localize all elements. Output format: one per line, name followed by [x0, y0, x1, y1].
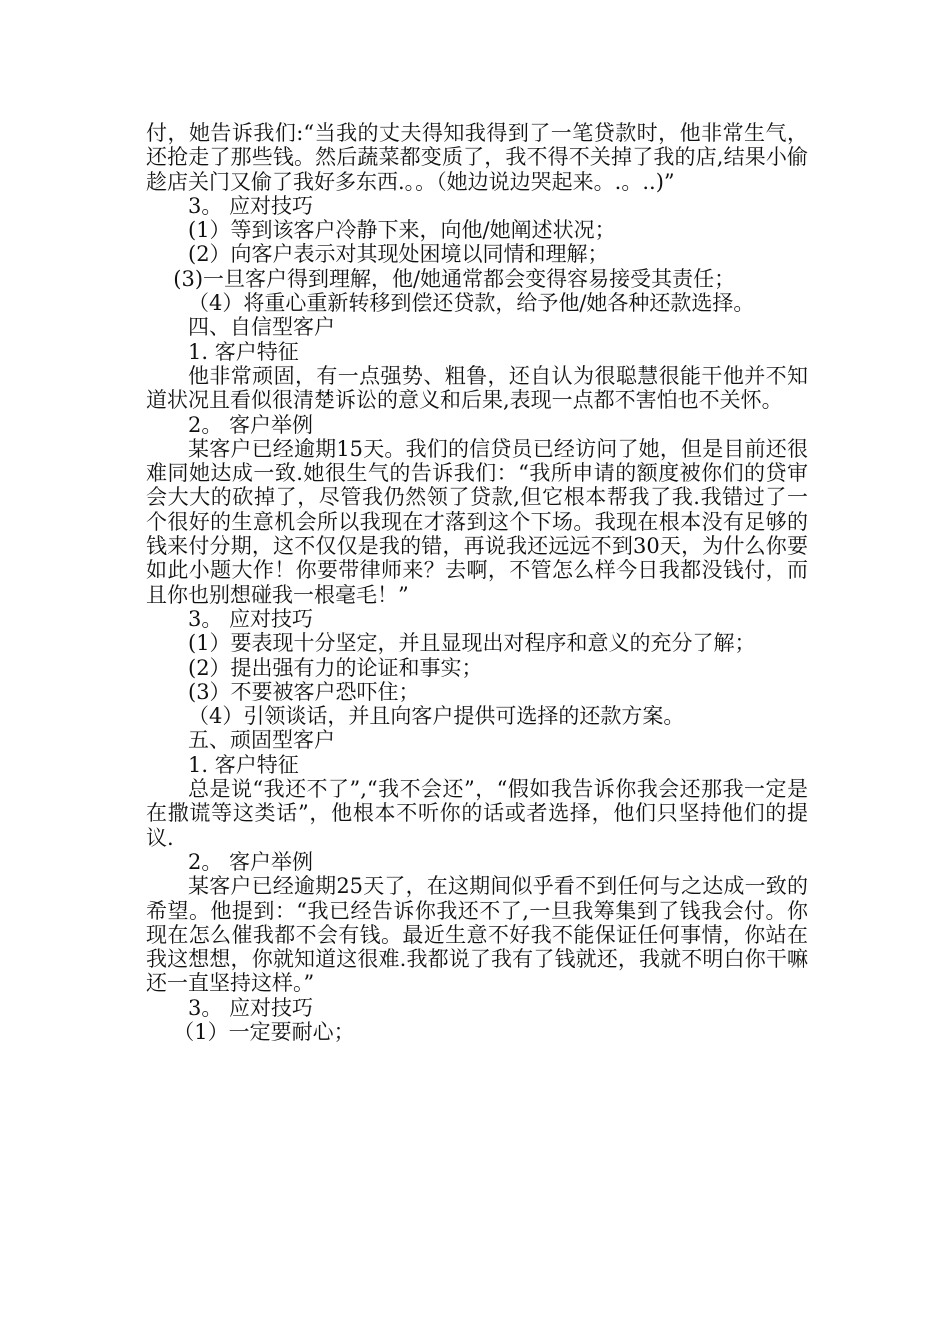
paragraph: 某客户已经逾期15天。我们的信贷员已经访问了她，但是目前还很难同她达成一致.她很生气的告诉我们：“我所申请的额度被你们的贷审会大大的砍掉了，尽管我仍然领了贷款,但它根本帮我了我.我错过了一个很好的生意机会所以我现在才落到这个下场。我现在根本没有足够的钱来付分期，这不仅仅是我的错，再说我还远远不到30天，为什么你要如此小题大作！你要带律师来？去啊，不管怎么样今日我都没钱付，而且你也别想碰我一根毫毛！”	[146, 436, 808, 607]
subheading-customer-example: 2。 客户举例	[188, 849, 314, 874]
list-item: (2）向客户表示对其现处困境以同情和理解；	[188, 242, 609, 267]
list-item: (1）等到该客户冷静下来，向他/她阐述状况；	[188, 218, 616, 243]
document-body	[146, 121, 808, 1044]
list-item: （1）一定要耐心；	[173, 1019, 355, 1044]
heading-coping-skills: 3。 应对技巧	[188, 193, 314, 218]
paragraph: 某客户已经逾期25天了，在这期间似乎看不到任何与之达成一致的希望。他提到：“我已经告诉你我还不了,一旦我筹集到了钱我会付。你现在怎么催我都不会有钱。最近生意不好我不能保证任何事情，你站在我这想想，你就知道这很难.我都说了我有了钱就还，我就不明白你干嘛还一直坚持这样。”	[146, 874, 808, 996]
list-item: （4）将重心重新转移到偿还贷款，给予他/她各种还款选择。	[188, 291, 755, 316]
list-item: (1）要表现十分坚定，并且显现出对程序和意义的充分了解；	[188, 631, 756, 656]
subheading-customer-traits: 1. 客户特征	[188, 752, 299, 777]
section-heading: 五、顽固型客户	[188, 728, 335, 753]
list-item: （4）引领谈话，并且向客户提供可选择的还款方案。	[188, 704, 685, 729]
paragraph-continuation: 付，她告诉我们:“当我的丈夫得知我得到了一笔贷款时，他非常生气，还抢走了那些钱。然后蔬菜都变质了，我不得不关掉了我的店,结果小偷趁店关门又偷了我好多东西.。。（她边说边哭起来。.。..)”	[146, 121, 808, 194]
heading-coping-skills: 3。 应对技巧	[188, 995, 314, 1020]
heading-coping-skills: 3。 应对技巧	[188, 606, 314, 631]
list-item: (3）不要被客户恐吓住；	[188, 679, 420, 704]
section-heading: 四、自信型客户	[188, 315, 335, 340]
subheading-customer-traits: 1. 客户特征	[188, 339, 299, 364]
subheading-customer-example: 2。 客户举例	[188, 412, 314, 437]
list-item: (2）提出强有力的论证和事实；	[188, 655, 483, 680]
paragraph: 他非常顽固，有一点强势、粗鲁，还自认为很聪慧很能干他并不知道状况且看似很清楚诉讼的意义和后果,表现一点都不害怕也不关怀。	[146, 363, 808, 413]
list-item: (3)一旦客户得到理解，他/她通常都会变得容易接受其责任；	[173, 266, 736, 291]
paragraph: 总是说“我还不了”,“我不会还”，“假如我告诉你我会还那我一定是在撒谎等这类话”，他根本不听你的话或者选择，他们只坚持他们的提议.	[146, 777, 808, 850]
